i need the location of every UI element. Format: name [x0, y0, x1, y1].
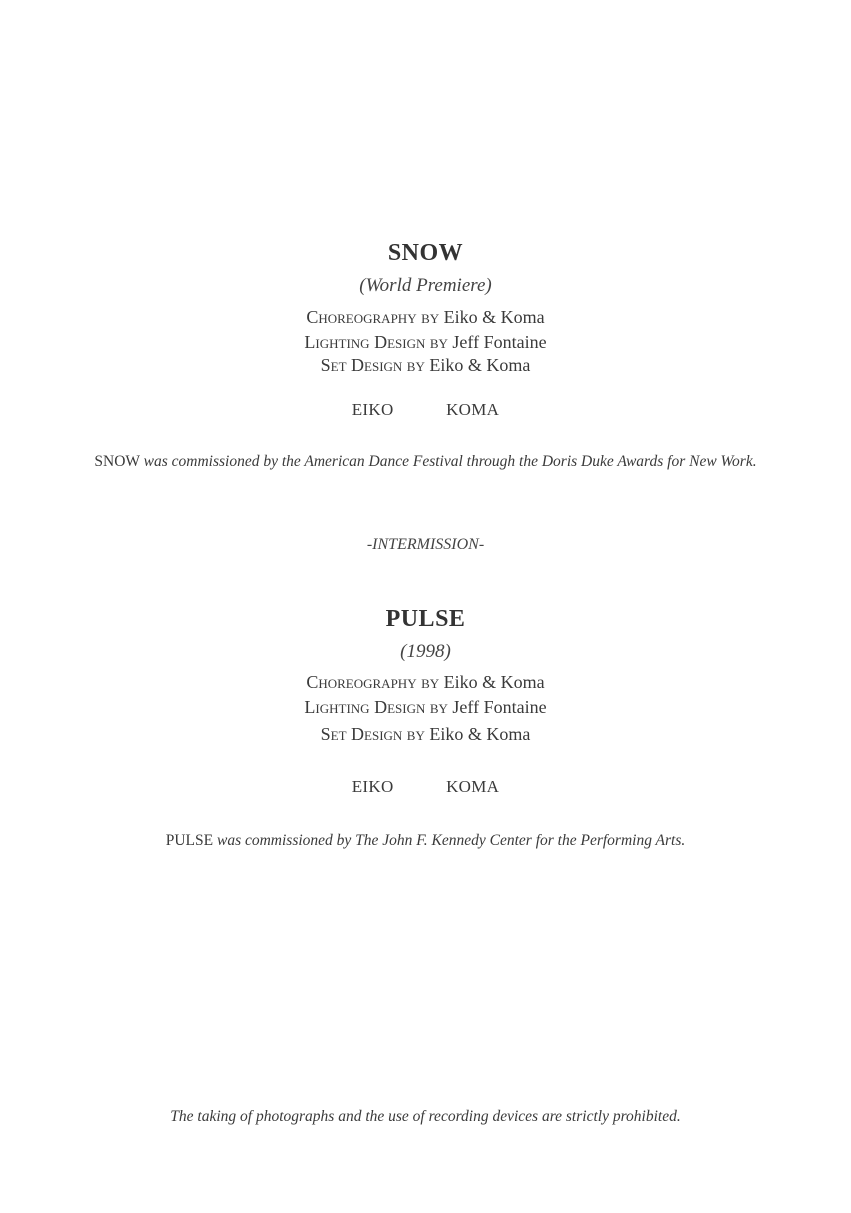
piece-subtitle-pulse: (1998) [400, 641, 451, 662]
performers-pulse [0, 777, 851, 797]
credit-value: Eiko & Koma [429, 724, 531, 744]
note-text: was commissioned by The John F. Kennedy Center for the Performing Arts. [216, 832, 686, 849]
credit-value: Eiko & Koma [429, 355, 531, 375]
performer-name: KOMA [446, 400, 500, 419]
credit-value: Eiko & Koma [443, 307, 545, 327]
note-piece-name: PULSE [165, 832, 214, 849]
credit-value: Jeff Fontaine [452, 332, 547, 352]
credit-label: Lighting Design by [304, 332, 448, 352]
credit-value: Eiko & Koma [443, 672, 545, 692]
credit-label: Choreography by [306, 307, 440, 327]
credit-set-pulse [0, 724, 851, 745]
credit-value: Jeff Fontaine [452, 697, 547, 717]
performer-name: EIKO [351, 400, 394, 419]
intermission: -INTERMISSION- [366, 536, 485, 553]
note-text: was commissioned by the American Dance Festival through the Doris Duke Awards for New Work. [143, 453, 757, 470]
performer-name: KOMA [446, 777, 500, 796]
credit-set-snow [0, 355, 851, 376]
recording-prohibited-notice: The taking of photographs and the use of recording devices are strictly prohibited. [170, 1108, 681, 1125]
note-piece-name: SNOW [94, 453, 140, 470]
credit-label: Lighting Design by [304, 697, 448, 717]
credit-label: Set Design by [320, 724, 425, 744]
credit-choreography-pulse [0, 672, 851, 693]
performers-snow [0, 400, 851, 420]
performer-name: EIKO [351, 777, 394, 796]
commission-note-snow [0, 453, 851, 471]
credit-label: Choreography by [306, 672, 440, 692]
credit-choreography-snow [0, 307, 851, 328]
credit-lighting-snow [0, 332, 851, 353]
credit-label: Set Design by [320, 355, 425, 375]
commission-note-pulse [0, 832, 851, 850]
piece-title-pulse: PULSE [385, 606, 466, 632]
piece-title-snow: SNOW [387, 240, 464, 266]
credit-lighting-pulse [0, 697, 851, 718]
piece-subtitle-snow: (World Premiere) [359, 275, 492, 296]
